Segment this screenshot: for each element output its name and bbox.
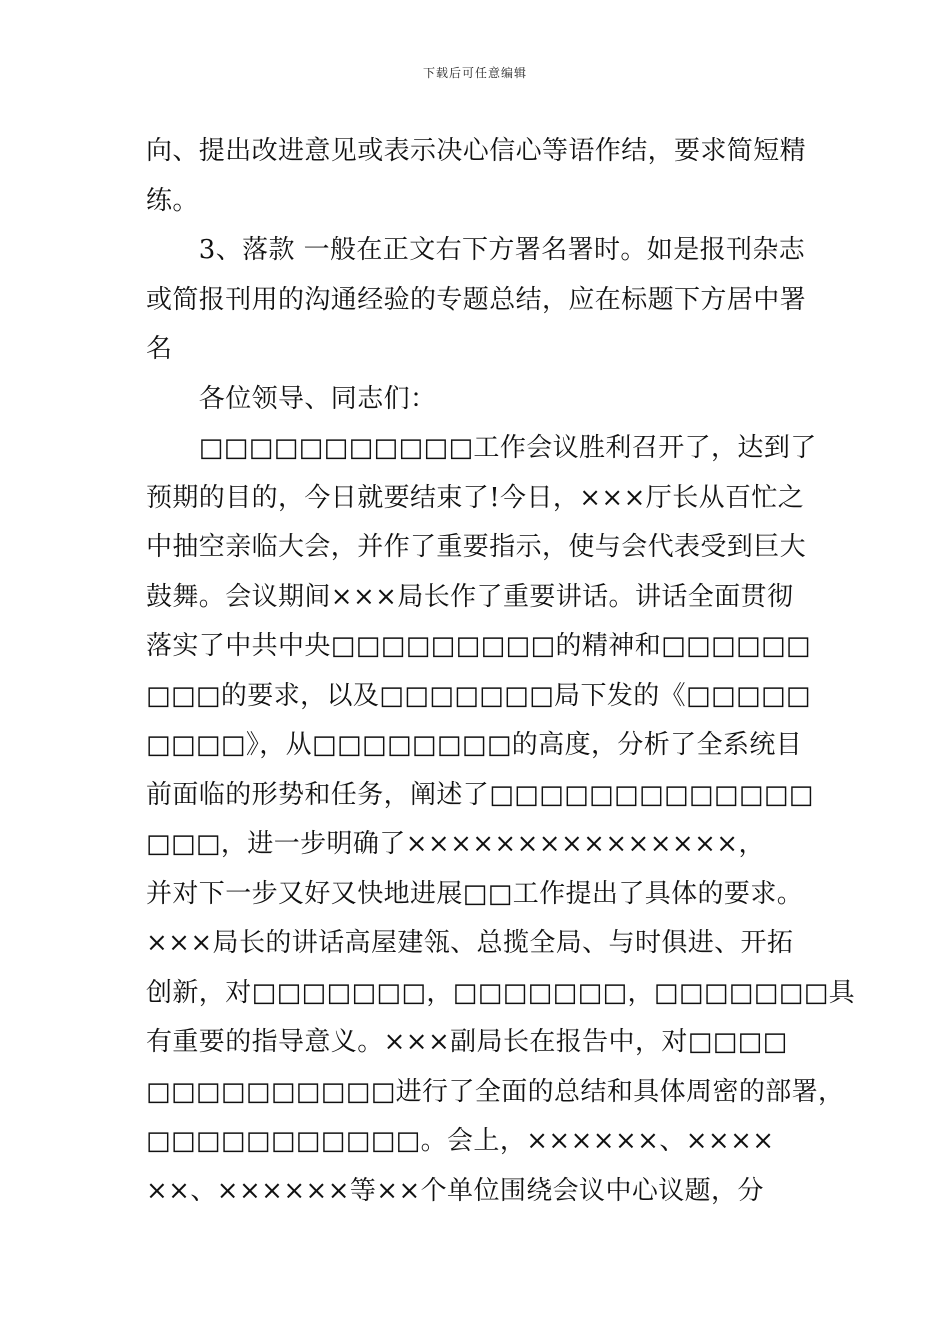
text-line: 练。 bbox=[146, 185, 199, 216]
text-line: ××、××××××等××个单位围绕会议中心议题，分 bbox=[146, 1175, 764, 1206]
text-line: 前面临的形势和任务，阐述了□□□□□□□□□□□□□ bbox=[146, 779, 814, 810]
text-line: 鼓舞。会议期间×××局长作了重要讲话。讲话全面贯彻 bbox=[146, 581, 794, 612]
text-line: □□□的要求，以及□□□□□□□局下发的《□□□□□ bbox=[146, 680, 811, 711]
text-line: □□□□》，从□□□□□□□□的高度，分析了全系统目 bbox=[146, 730, 803, 760]
text-line: 各位领导、同志们： bbox=[146, 383, 437, 414]
text-line: 向、提出改进意见或表示决心信心等语作结，要求简短精 bbox=[146, 136, 807, 166]
text-line: ×××局长的讲话高屋建瓴、总揽全局、与时俱进、开拓 bbox=[146, 928, 794, 958]
text-line: 3、落款 一般在正文右下方署名署时。如是报刊杂志 bbox=[146, 235, 806, 265]
text-line: 落实了中共中央□□□□□□□□□的精神和□□□□□□ bbox=[146, 631, 811, 661]
text-line: 并对下一步又好又快地进展□□工作提出了具体的要求。 bbox=[146, 878, 804, 909]
body-text bbox=[146, 127, 856, 1216]
text-line: □□□□□□□□□□进行了全面的总结和具体周密的部署， bbox=[146, 1076, 845, 1107]
text-line: □□□□□□□□□□□工作会议胜利召开了，达到了 bbox=[146, 433, 817, 463]
text-line: 中抽空亲临大会，并作了重要指示，使与会代表受到巨大 bbox=[146, 532, 807, 562]
text-line: 预期的目的，今日就要结束了!今日，×××厅长从百忙之 bbox=[146, 482, 805, 513]
text-line: 或简报刊用的沟通经验的专题总结，应在标题下方居中署 bbox=[146, 284, 807, 315]
text-line: □□□□□□□□□□□。会上，××××××、×××× bbox=[146, 1126, 775, 1156]
text-line: □□□，进一步明确了×××××××××××××××， bbox=[146, 829, 765, 859]
text-line: 创新，对□□□□□□□，□□□□□□□，□□□□□□□具 bbox=[146, 977, 856, 1008]
text-line: 名 bbox=[146, 334, 173, 364]
text-line: 有重要的指导意义。×××副局长在报告中，对□□□□ bbox=[146, 1027, 788, 1057]
page-header: 下载后可任意编辑 bbox=[422, 66, 527, 80]
